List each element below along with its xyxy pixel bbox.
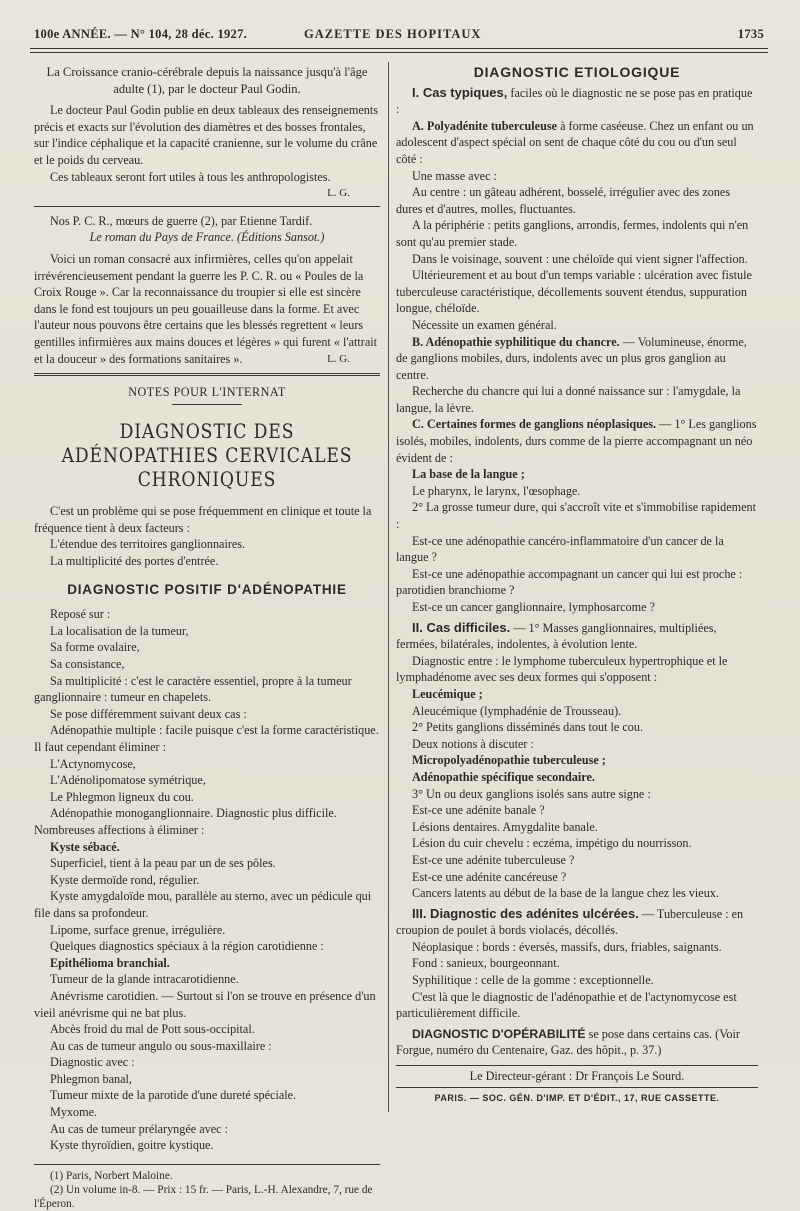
- publisher-box: [396, 1065, 758, 1088]
- printer-line: PARIS. — SOC. GÉN. D'IMP. ET D'ÉDIT., 17, RUE CASSETTE.: [434, 1092, 720, 1103]
- list-item: Au cas de tumeur angulo ou sous-maxillaire :: [50, 1038, 272, 1053]
- footnote-2: (2) Un volume in-8. — Prix : 15 fr. — Paris, L.-H. Alexandre, 7, rue de l'Éperon.: [34, 1183, 373, 1210]
- list-item: Au centre : un gâteau adhérent, bosselé, irrégulier avec des zones dures et d'autres, molles, fluctuantes.: [396, 185, 731, 216]
- section-1-text: faciles où le diagnostic ne se pose pas en pratique :: [396, 85, 753, 117]
- page-number: 1735: [737, 27, 764, 41]
- article-title-2: CHRONIQUES: [137, 467, 277, 492]
- list-item: Le Phlegmon ligneux du cou.: [50, 789, 194, 804]
- operability-text: se pose dans certains cas. (Voir Forgue, numéro du Centenaire, Gaz. des hôpit., p. 37.): [396, 1026, 740, 1058]
- subsection-title: DIAGNOSTIC POSITIF D'ADÉNOPATHIE: [67, 581, 347, 597]
- list-item: Sa forme ovalaire,: [50, 640, 140, 655]
- review-1-signature: L. G.: [327, 187, 350, 200]
- multiplicity-text: Sa multiplicité : c'est le caractère essentiel, propre à la tumeur ganglionnaire : tumeur en chapelets.: [34, 673, 352, 705]
- list-item: L'Actynomycose,: [50, 756, 136, 771]
- list-item: Kyste thyroïdien, goitre kystique.: [50, 1138, 214, 1153]
- list-item: Leucémique ;: [412, 686, 483, 701]
- list-item: Est-ce une adénopathie cancéro-inflammatoire d'un cancer de la langue ?: [396, 533, 724, 565]
- director-line: Le Directeur-gérant : Dr François Le Sourd.: [469, 1069, 685, 1084]
- review-2-subtitle: Le roman du Pays de France. (Éditions Sansot.): [89, 230, 325, 245]
- list-item: Est-ce une adénite cancéreuse ?: [412, 869, 567, 884]
- list-item: Fond : sanieux, bourgeonnant.: [412, 956, 560, 971]
- list-item: Kyste dermoïde rond, régulier.: [50, 872, 200, 887]
- list-item: Anévrisme carotidien. — Surtout si l'on se trouve en présence d'un vieil anévrisme qui ne bat plus.: [34, 988, 376, 1020]
- list-item: Tumeur mixte de la parotide d'une dureté spéciale.: [50, 1088, 297, 1103]
- list-item: Reposé sur :: [50, 607, 111, 622]
- right-column: [396, 64, 758, 1106]
- left-column: [34, 64, 380, 1211]
- review-1-title: La Croissance cranio-cérébrale depuis la naissance jusqu'à l'âge adulte (1), par le docteur Paul Godin.: [46, 65, 368, 96]
- list-item: La base de la langue ;: [412, 467, 525, 482]
- list-item: Aleucémique (lymphadénie de Trousseau).: [412, 703, 622, 718]
- list-item: Lésion du cuir chevelu : eczéma, impétigo du nourrisson.: [412, 836, 692, 851]
- section-2-text: — 1° Masses ganglionnaires, multipliées, fermées, bilatérales, indolentes, à évolution lente.: [396, 620, 717, 652]
- list-item: Nécessite un examen général.: [412, 317, 557, 332]
- list-item: Recherche du chancre qui lui a donné naissance sur : l'amygdale, la langue, la lèvre.: [396, 384, 741, 415]
- double-separator: [34, 373, 380, 376]
- list-item: Se pose différemment suivant deux cas :: [50, 706, 247, 721]
- list-item: Une masse avec :: [412, 168, 497, 183]
- list-item: Dans le voisinage, souvent : une chéloïde qui vient signer l'affection.: [412, 251, 748, 266]
- list-item: La localisation de la tumeur,: [50, 623, 189, 638]
- section-3-text: — Tuberculeuse : en croupion de poulet à bords violacés, décollés.: [396, 906, 744, 938]
- review-2-body: Voici un roman consacré aux infirmières, celles qu'on appelait irrévérencieusement pendant la guerre les P. C. R. ou « Poules de la Croix Rouge ». Car la reconnaissance du troupier si elle est sincère dans le fond est toujours un peu gouailleuse dans la forme. Et avec l'auteur nous pouvons être certains que les blessés regrettent « leurs gentilles infirmières aux mains douces et légères » qui furent « l'attrait et la douceur » des formations sanitaires ».: [34, 251, 377, 366]
- list-item: Est-ce une adénite banale ?: [412, 803, 545, 818]
- list-item: Est-ce une adénite tuberculeuse ?: [412, 852, 575, 867]
- article-title: DIAGNOSTIC DES ADÉNOPATHIES CERVICALES: [61, 419, 353, 468]
- list-item: Le pharynx, le larynx, l'œsophage.: [412, 483, 581, 498]
- list-item: Tumeur de la glande intracarotidienne.: [50, 972, 239, 987]
- list-item: Sa consistance,: [50, 657, 125, 672]
- short-separator: [172, 404, 242, 405]
- subsection-a-heading: A. Polyadénite tuberculeuse: [412, 118, 558, 133]
- list-item: Diagnostic avec :: [50, 1055, 135, 1070]
- header-rule: [30, 48, 768, 49]
- list-item: Kyste sébacé.: [50, 839, 120, 854]
- list-item: Myxome.: [50, 1105, 98, 1120]
- list-item: Micropolyadénopathie tuberculeuse ;: [412, 753, 606, 768]
- mono-text: Adénopathie monoganglionnaire. Diagnostic plus difficile. Nombreuses affections à éliminer :: [34, 806, 337, 837]
- list-item: Syphilitique : celle de la gomme : exceptionnelle.: [412, 973, 654, 988]
- intro-line-1: L'étendue des territoires ganglionnaires.: [50, 537, 246, 552]
- journal-title: GAZETTE DES HOPITAUX: [304, 27, 482, 41]
- list-item: Kyste amygdaloïde mou, parallèle au sterno, avec un pédicule qui file dans sa profondeur.: [34, 889, 372, 920]
- list-item: Diagnostic entre : le lymphome tuberculeux hypertrophique et le lymphadénome avec ses deux formes qui s'opposent :: [396, 653, 728, 685]
- list-item: C'est là que le diagnostic de l'adénopathie et de l'actynomycose est particulièrement difficile.: [396, 989, 737, 1021]
- page-header: [34, 27, 764, 45]
- subsection-c-heading: C. Certaines formes de ganglions néoplasiques.: [412, 417, 657, 432]
- subsection-b-text: — Volumineuse, énorme, de ganglions mobiles, durs, indolents avec un plus gros ganglion au centre.: [396, 334, 747, 382]
- list-item: 2° La grosse tumeur dure, qui s'accroît vite et s'immobilise rapidement :: [396, 500, 756, 532]
- right-section-title: DIAGNOSTIC ETIOLOGIQUE: [473, 64, 681, 80]
- section-1-heading: I. Cas typiques,: [412, 84, 508, 100]
- list-item: Est-ce un cancer ganglionnaire, lymphosarcome ?: [412, 600, 655, 614]
- list-item: Epithélioma branchial.: [50, 955, 170, 970]
- multiple-text: Adénopathie multiple : facile puisque c'est la forme caractéristique. Il faut cependant éliminer :: [34, 723, 379, 754]
- review-1-body-2: Ces tableaux seront fort utiles à tous les anthropologistes.: [50, 169, 331, 184]
- list-item: 3° Un ou deux ganglions isolés sans autre signe :: [412, 786, 651, 801]
- list-item: Au cas de tumeur prélaryngée avec :: [50, 1121, 228, 1136]
- header-rule-2: [30, 52, 768, 53]
- list-item: Abcès froid du mal de Pott sous-occipital.: [50, 1022, 255, 1037]
- footnote-1: (1) Paris, Norbert Maloine.: [50, 1169, 173, 1182]
- intro-text: C'est un problème qui se pose fréquemment en clinique et toute la fréquence tient à deux facteurs :: [34, 504, 372, 535]
- list-item: Est-ce une adénopathie accompagnant un cancer qui lui est proche : parotidien branchiome ?: [396, 566, 743, 598]
- list-item: 2° Petits ganglions disséminés dans tout le cou.: [412, 720, 644, 735]
- list-item: Phlegmon banal,: [50, 1071, 132, 1086]
- list-item: Superficiel, tient à la peau par un de ses pôles.: [50, 856, 276, 871]
- subsection-a-text: à forme caséeuse. Chez un enfant ou un adolescent d'aspect spécial on sent de chaque côté du cou ou d'un seul côté :: [396, 118, 754, 166]
- list-item: Quelques diagnostics spéciaux à la région carotidienne :: [50, 939, 324, 954]
- list-item: Lésions dentaires. Amygdalite banale.: [412, 819, 598, 834]
- review-2-signature: L. G.: [327, 353, 350, 366]
- review-2-title: Nos P. C. R., mœurs de guerre (2), par Etienne Tardif.: [50, 213, 313, 228]
- section-2-heading: II. Cas difficiles.: [412, 619, 511, 635]
- list-item: L'Adénolipomatose symétrique,: [50, 773, 206, 788]
- list-item: A la périphérie : petits ganglions, arrondis, fermes, indolents qui n'en sont qu'au premier stade.: [396, 218, 749, 249]
- list-item: Cancers latents au début de la base de la langue chez les vieux.: [412, 886, 719, 901]
- list-item: Lipome, surface grenue, irrégulière.: [50, 922, 226, 937]
- list-item: Néoplasique : bords : éversés, massifs, durs, friables, saignants.: [412, 939, 722, 954]
- subsection-b-heading: B. Adénopathie syphilitique du chancre.: [412, 334, 620, 349]
- list-item: Deux notions à discuter :: [412, 736, 534, 751]
- review-1-body: Le docteur Paul Godin publie en deux tableaux des renseignements précis et exacts sur l'évolution des diamètres et des bosses frontales, sur l'indice céphalique et la capacité cranienne, sur le volume du crâne et le poids du cerveau.: [34, 103, 378, 167]
- list-item: Adénopathie spécifique secondaire.: [412, 769, 595, 784]
- list-item: Ultérieurement et au bout d'un temps variable : ulcération avec fistule tuberculeuse caractéristique, décollements souvent étendus, suppuration longue, chéloïde.: [396, 268, 752, 316]
- separator: [34, 206, 380, 207]
- section-title: NOTES POUR L'INTERNAT: [128, 384, 286, 399]
- operability-heading: DIAGNOSTIC D'OPÉRABILITÉ: [412, 1026, 586, 1041]
- footnote-rule: [34, 1164, 380, 1165]
- section-3-heading: III. Diagnostic des adénites ulcérées.: [412, 905, 639, 921]
- column-divider: [388, 62, 389, 1112]
- intro-line-2: La multiplicité des portes d'entrée.: [50, 554, 219, 569]
- subsection-c-text: — 1° Les ganglions isolés, mobiles, indolents, durs comme de la pierre accompagnant un néo évident de :: [396, 417, 757, 465]
- issue-info: 100e ANNÉE. — N° 104, 28 déc. 1927.: [34, 27, 248, 41]
